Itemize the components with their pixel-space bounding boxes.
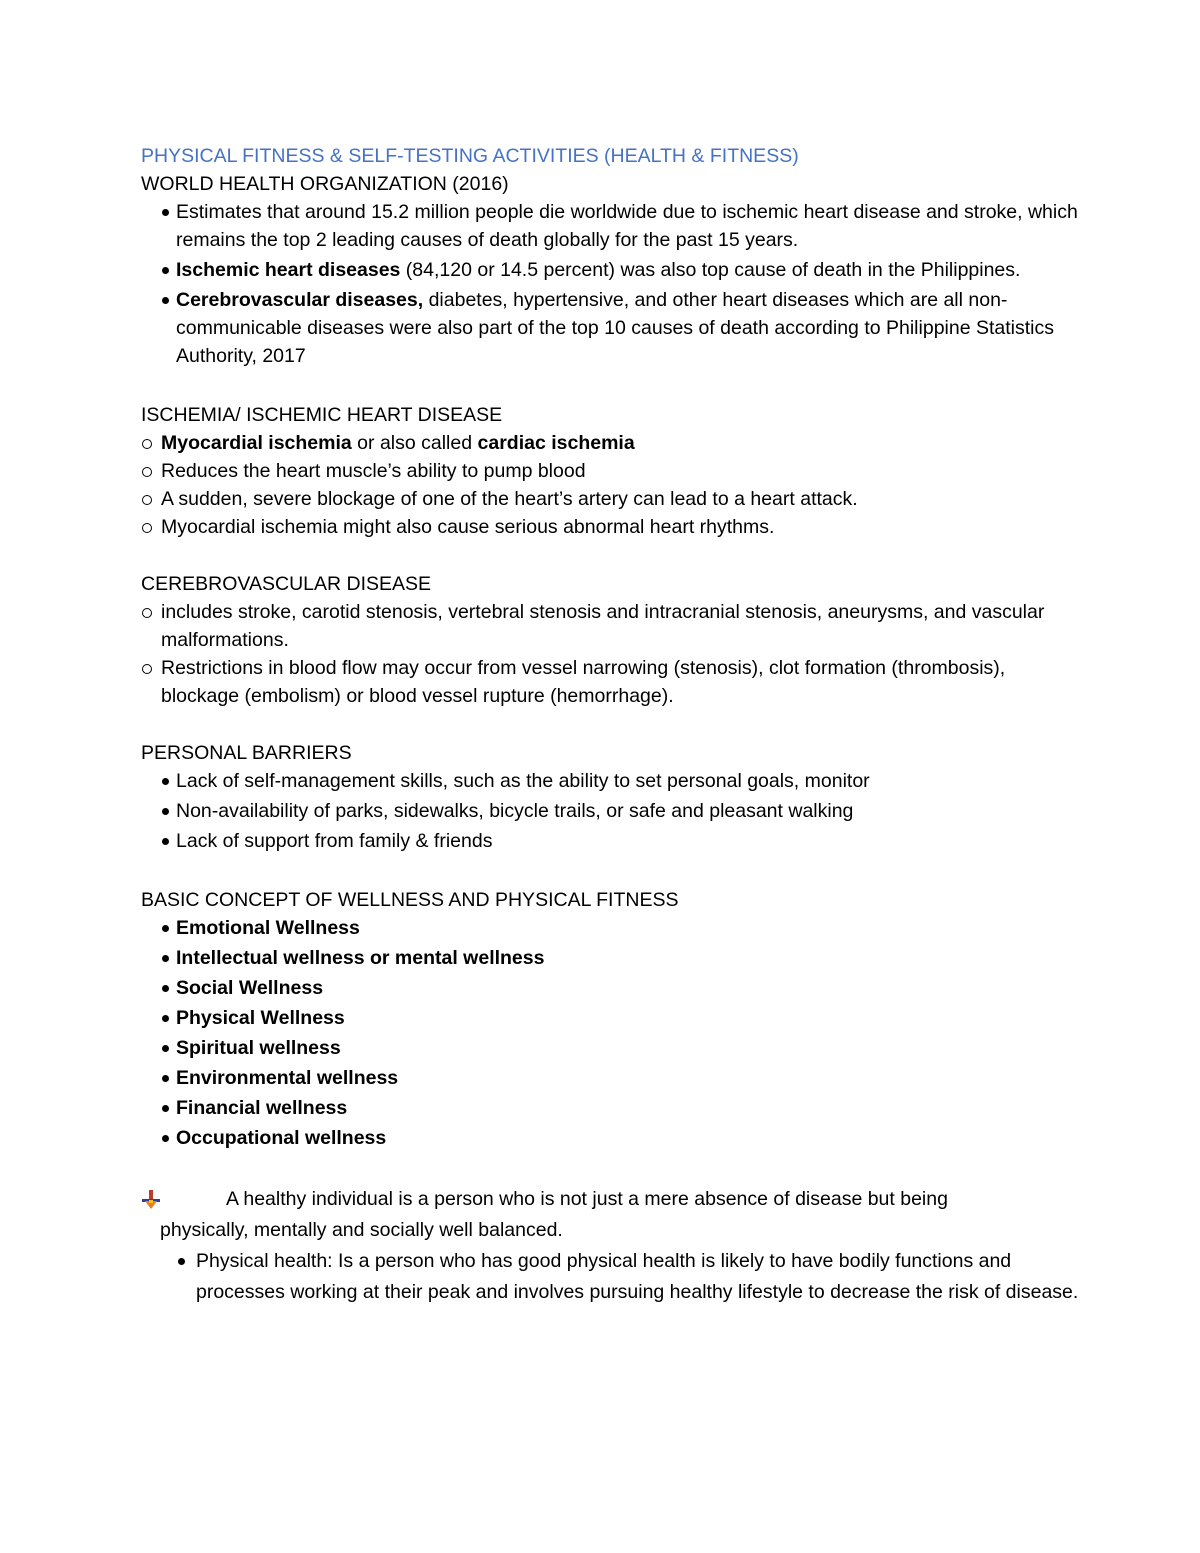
wellness-item: Financial wellness [141,1094,1081,1122]
ischemia-heading: ISCHEMIA/ ISCHEMIC HEART DISEASE [141,404,503,426]
who-heading: WORLD HEALTH ORGANIZATION (2016) [141,173,509,195]
bullet-dot-icon [162,808,169,815]
wellness-item: Occupational wellness [141,1124,1081,1152]
wellness-item: Environmental wellness [141,1064,1081,1092]
bullet-dot-icon [162,1075,169,1082]
bullet-dot-icon [162,955,169,962]
wellness-item: Emotional Wellness [141,914,1081,942]
bullet-dot-icon [162,838,169,845]
ischemia-item-3: A sudden, severe blockage of one of the heart’s artery can lead to a heart attack. [141,485,1081,513]
circle-bullet-icon [142,608,152,618]
circle-bullet-icon [142,439,152,449]
bullet-dot-icon [162,1135,169,1142]
barrier-item: Non-availability of parks, sidewalks, bicycle trails, or safe and pleasant walking [141,797,1081,825]
bullet-dot-icon [162,267,169,274]
who-bullet-3: Cerebrovascular diseases, diabetes, hypertensive, and other heart diseases which are all non-communicable diseases were also part of the top 10 causes of death according to Philippine Statistics Authority, 2017 [141,286,1081,370]
bullet-dot-icon [162,209,169,216]
circle-bullet-icon [142,495,152,505]
barrier-item: Lack of self-management skills, such as the ability to set personal goals, monitor [141,767,1081,795]
cerebro-heading: CEREBROVASCULAR DISEASE [141,573,432,595]
cerebro-item-1: includes stroke, carotid stenosis, vertebral stenosis and intracranial stenosis, aneurysms, and vascular malformations. [141,598,1081,654]
bullet-dot-icon [162,925,169,932]
healthy-individual-paragraph: A healthy individual is a person who is not just a mere absence of disease but being physically, mentally and socially well balanced. [141,1184,1081,1246]
cerebro-item-2: Restrictions in blood flow may occur from vessel narrowing (stenosis), clot formation (thrombosis), blockage (embolism) or blood vessel rupture (hemorrhage). [141,654,1081,710]
bullet-dot-icon [178,1258,185,1265]
bullet-dot-icon [162,1045,169,1052]
physical-health-item: Physical health: Is a person who has good physical health is likely to have bodily functions and processes working at their peak and involves pursuing healthy lifestyle to decrease the risk of disease. [141,1246,1081,1308]
wellness-item: Spiritual wellness [141,1034,1081,1062]
who-bullet-1: Estimates that around 15.2 million people die worldwide due to ischemic heart disease and stroke, which remains the top 2 leading causes of death globally for the past 15 years. [141,198,1081,254]
bullet-dot-icon [162,1015,169,1022]
ischemia-item-1: Myocardial ischemia or also called cardiac ischemia [141,429,1081,457]
bullet-dot-icon [162,297,169,304]
document-page [141,142,1081,1310]
ischemia-item-4: Myocardial ischemia might also cause serious abnormal heart rhythms. [141,513,1081,541]
wellness-item: Social Wellness [141,974,1081,1002]
bullet-dot-icon [162,985,169,992]
bullet-dot-icon [162,1105,169,1112]
wellness-heading: BASIC CONCEPT OF WELLNESS AND PHYSICAL FITNESS [141,889,679,911]
ischemia-item-2: Reduces the heart muscle’s ability to pump blood [141,457,1081,485]
wellness-item: Intellectual wellness or mental wellness [141,944,1081,972]
circle-bullet-icon [142,523,152,533]
circle-bullet-icon [142,467,152,477]
arrow-bullet-icon [142,1190,160,1210]
bullet-dot-icon [162,778,169,785]
barriers-heading: PERSONAL BARRIERS [141,742,352,764]
document-title: PHYSICAL FITNESS & SELF-TESTING ACTIVITIES (HEALTH & FITNESS) [141,145,799,167]
barrier-item: Lack of support from family & friends [141,827,1081,855]
wellness-item: Physical Wellness [141,1004,1081,1032]
circle-bullet-icon [142,664,152,674]
who-bullet-2: Ischemic heart diseases (84,120 or 14.5 percent) was also top cause of death in the Philippines. [141,256,1081,284]
